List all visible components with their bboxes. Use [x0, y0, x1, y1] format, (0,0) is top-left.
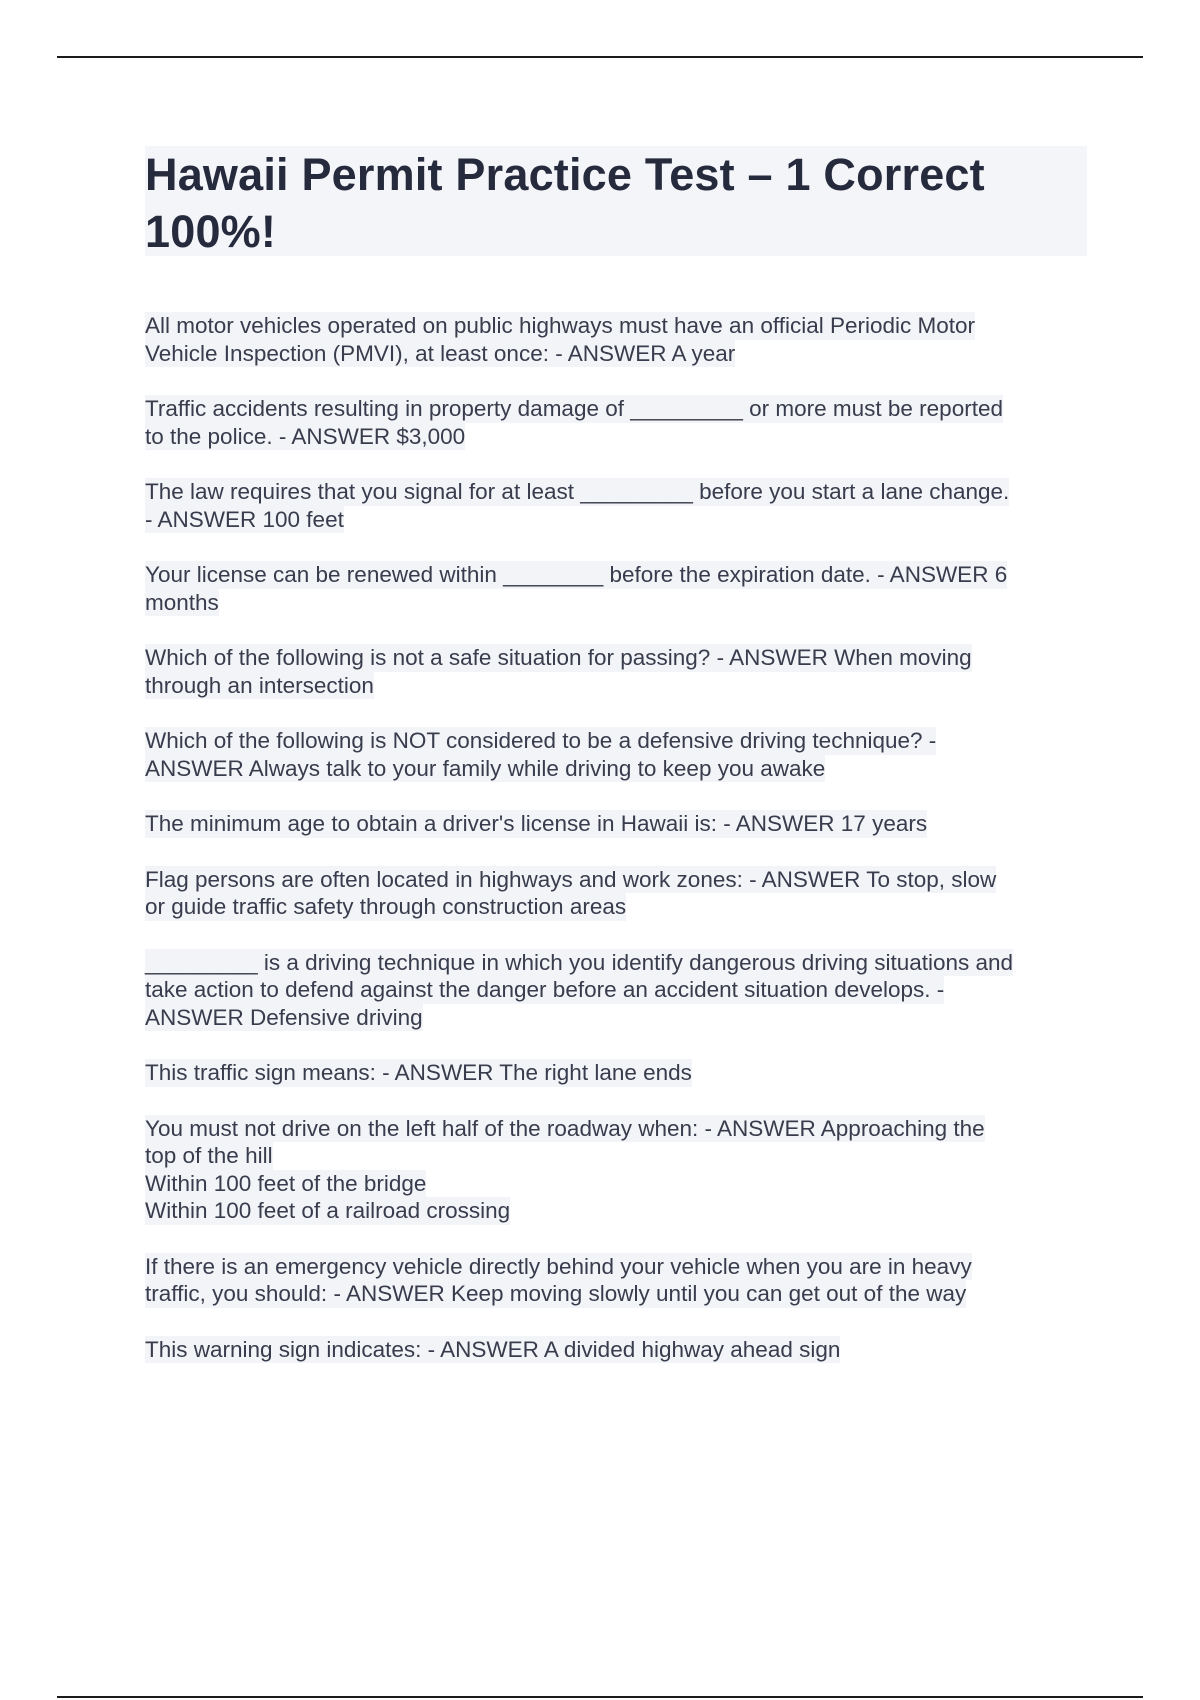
question-answer-line: Flag persons are often located in highways and work zones: - ANSWER To stop, slow: [145, 866, 997, 892]
bottom-divider: [57, 1696, 1143, 1698]
page-title-line: 100%!: [145, 206, 277, 257]
page-title-line: Hawaii Permit Practice Test – 1 Correct: [145, 149, 985, 200]
question-answer-item: [145, 561, 1087, 616]
question-answer-item: [145, 810, 1087, 838]
question-answer-item: [145, 1059, 1087, 1087]
question-answer-item: [145, 312, 1087, 367]
title-block: [145, 146, 1087, 256]
question-answer-line: _________ is a driving technique in which you identify dangerous driving situations and: [145, 949, 1014, 975]
question-answer-line: to the police. - ANSWER $3,000: [145, 423, 466, 449]
question-answer-line: Your license can be renewed within ________ before the expiration date. - ANSWER 6: [145, 562, 1008, 587]
question-answer-line: Which of the following is NOT considered to be a defensive driving technique? -: [145, 728, 937, 753]
top-divider: [57, 56, 1143, 58]
question-answer-line: You must not drive on the left half of the roadway when: - ANSWER Approaching the: [145, 1115, 985, 1141]
question-answer-item: [145, 727, 1087, 782]
page-title: [145, 146, 1087, 260]
question-answer-item: [145, 866, 1087, 921]
question-answer-line: months: [145, 589, 219, 615]
question-answer-line: take action to defend against the danger before an accident situation develops. -: [145, 977, 945, 1002]
question-answer-line: Vehicle Inspection (PMVI), at least once: - ANSWER A year: [145, 340, 736, 366]
question-answer-line: Within 100 feet of the bridge: [145, 1170, 427, 1196]
question-answer-line: The law requires that you signal for at least _________ before you start a lane change.: [145, 479, 1010, 504]
question-answer-item: [145, 1253, 1087, 1308]
question-answer-list: [145, 312, 1087, 1391]
question-answer-line: Traffic accidents resulting in property damage of _________ or more must be reported: [145, 396, 1003, 421]
question-answer-item: [145, 1336, 1087, 1364]
question-answer-item: [145, 1115, 1087, 1225]
question-answer-line: top of the hill: [145, 1143, 273, 1168]
question-answer-line: ANSWER Always talk to your family while driving to keep you awake: [145, 755, 826, 781]
question-answer-line: ANSWER Defensive driving: [145, 1004, 423, 1030]
question-answer-line: If there is an emergency vehicle directly behind your vehicle when you are in heavy: [145, 1253, 972, 1279]
question-answer-item: [145, 949, 1087, 1032]
question-answer-line: traffic, you should: - ANSWER Keep moving slowly until you can get out of the way: [145, 1281, 967, 1306]
question-answer-line: Within 100 feet of a railroad crossing: [145, 1198, 511, 1223]
question-answer-line: or guide traffic safety through construction areas: [145, 894, 627, 919]
question-answer-line: The minimum age to obtain a driver's license in Hawaii is: - ANSWER 17 years: [145, 811, 928, 836]
question-answer-line: - ANSWER 100 feet: [145, 506, 344, 532]
question-answer-line: through an intersection: [145, 672, 374, 698]
question-answer-line: This traffic sign means: - ANSWER The right lane ends: [145, 1060, 692, 1085]
question-answer-item: [145, 644, 1087, 699]
question-answer-item: [145, 478, 1087, 533]
question-answer-line: Which of the following is not a safe situation for passing? - ANSWER When moving: [145, 645, 972, 670]
question-answer-line: All motor vehicles operated on public highways must have an official Periodic Motor: [145, 313, 976, 338]
question-answer-line: This warning sign indicates: - ANSWER A divided highway ahead sign: [145, 1336, 841, 1362]
question-answer-item: [145, 395, 1087, 450]
